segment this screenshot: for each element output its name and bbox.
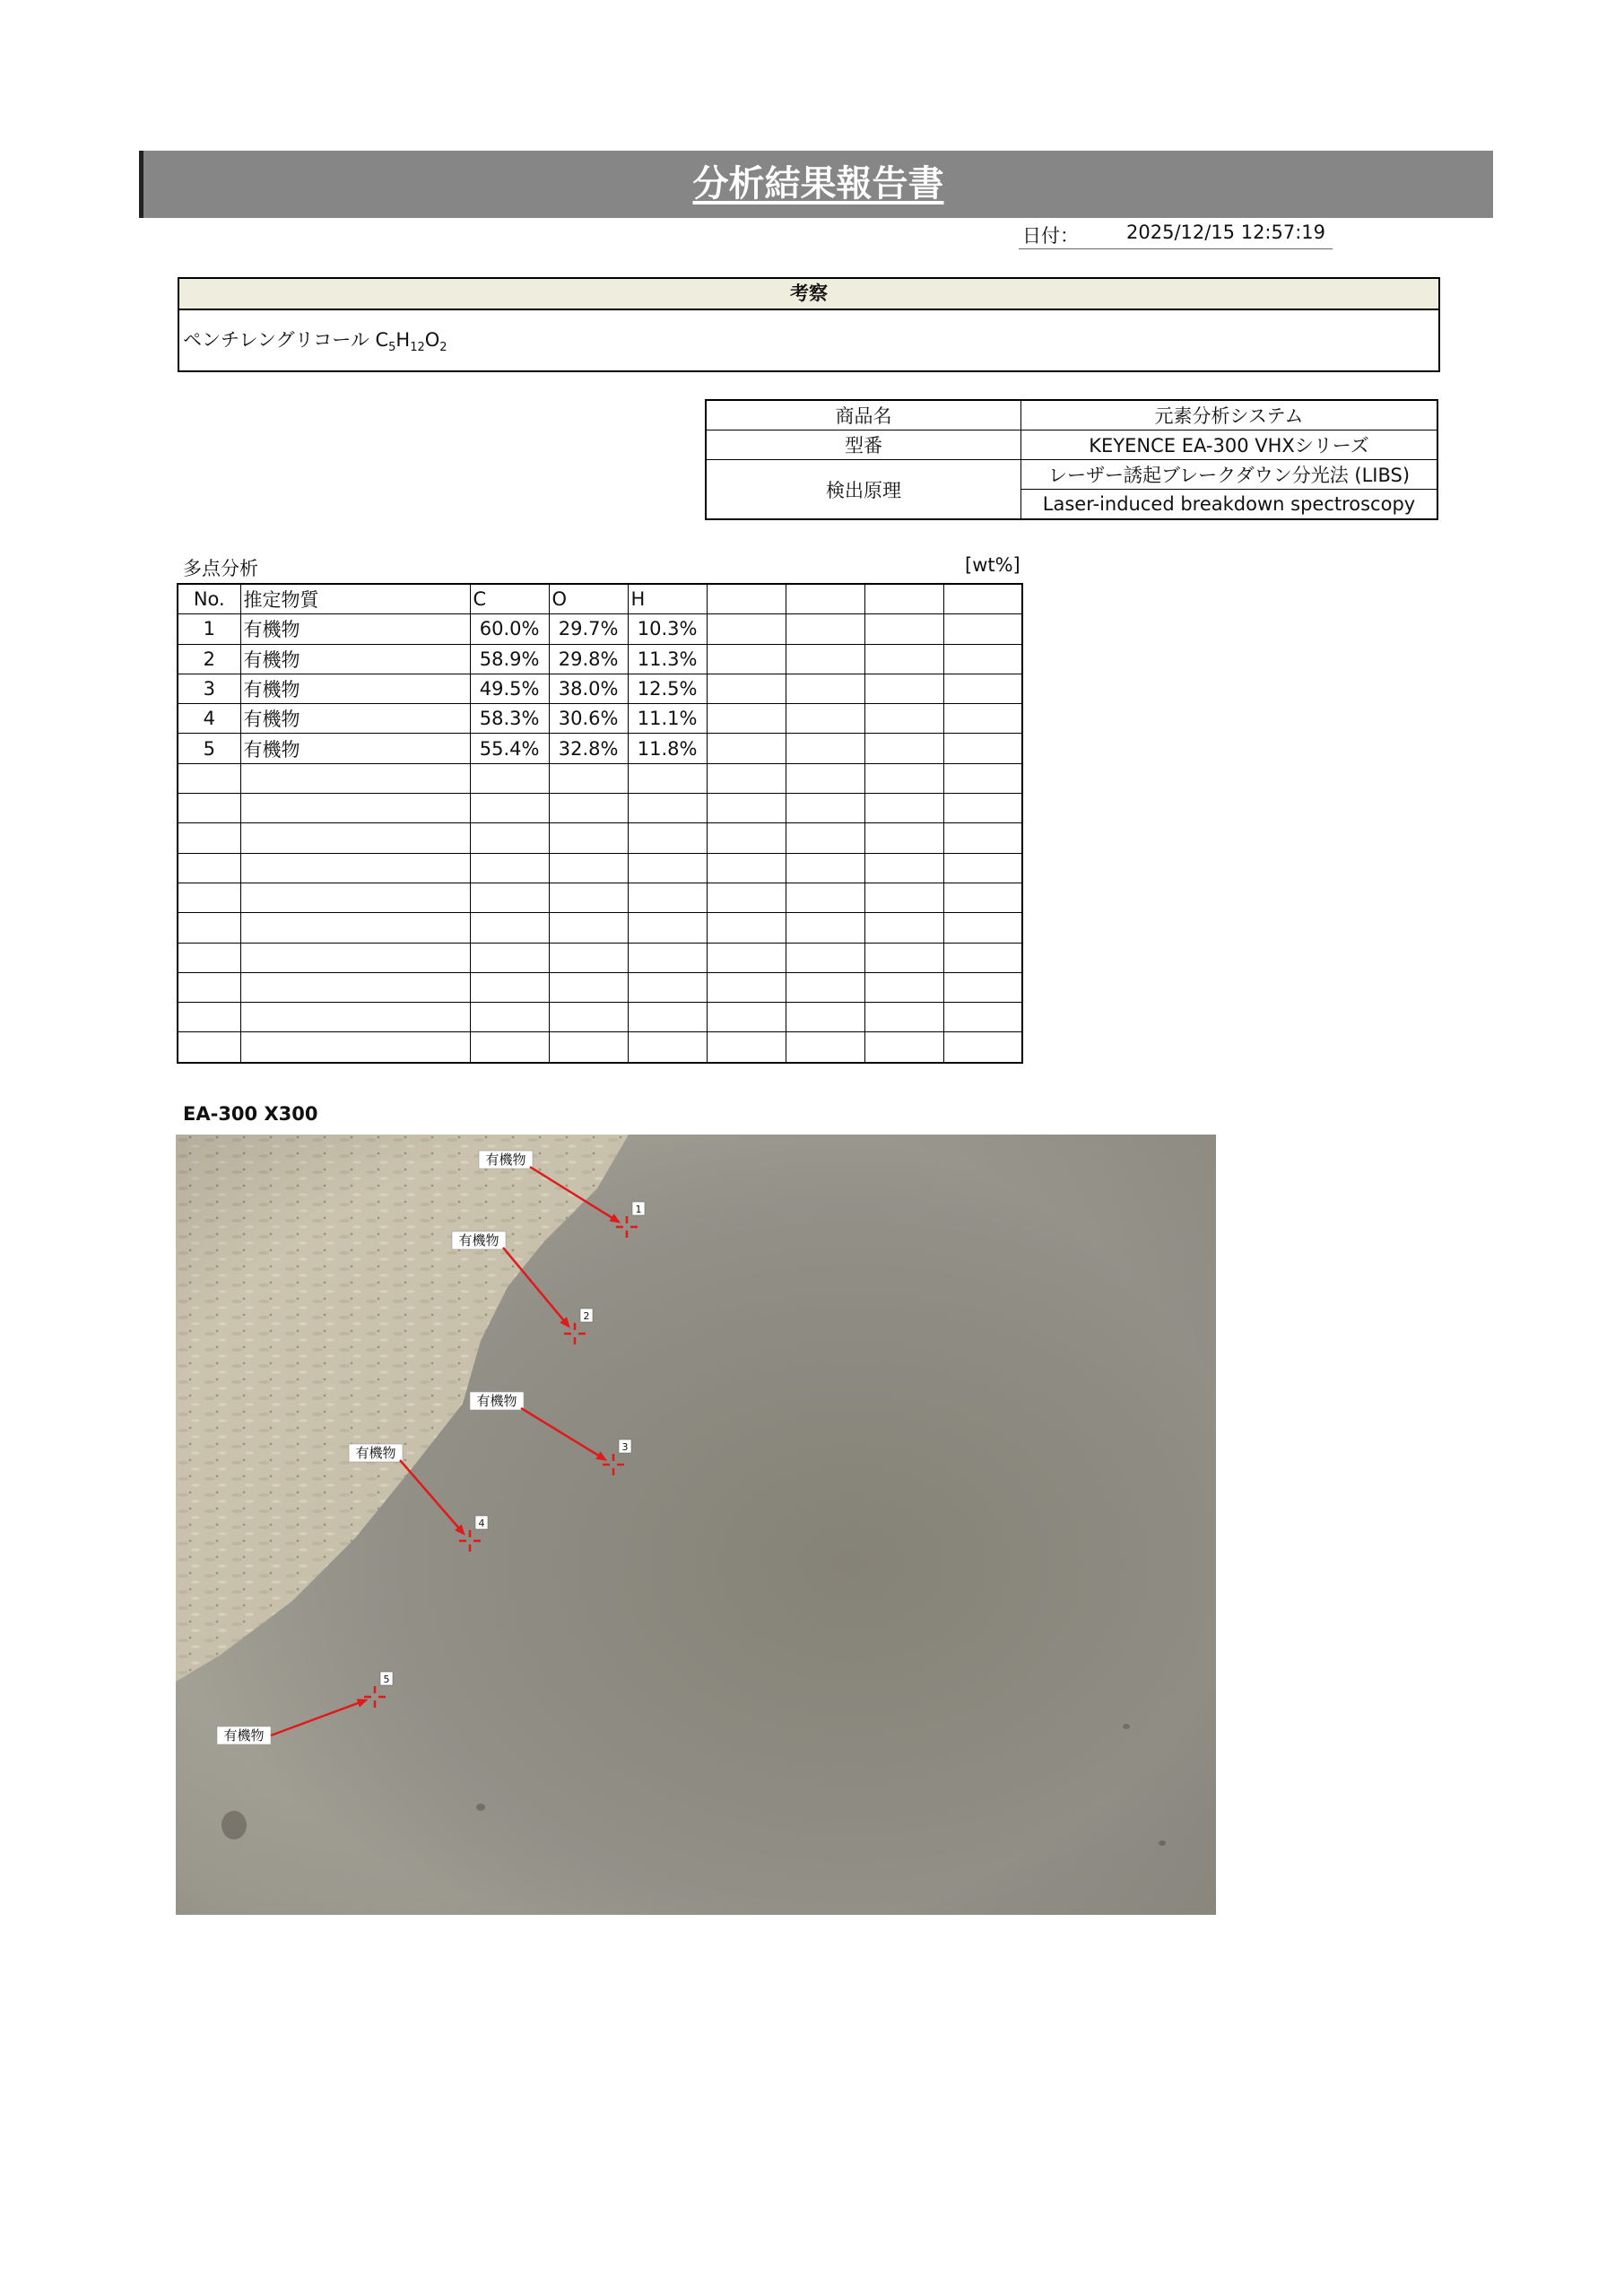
marker-label — [349, 1444, 403, 1462]
empty-cell — [549, 1003, 628, 1032]
multi-point-label: 多点分析 — [183, 558, 258, 579]
table-row — [178, 614, 1022, 644]
empty-cell — [240, 763, 470, 793]
empty-cell — [707, 614, 786, 644]
empty-cell — [707, 943, 786, 972]
empty-cell — [707, 823, 786, 853]
empty-cell — [943, 734, 1022, 763]
empty-cell — [786, 734, 864, 763]
svg-text:有機物: 有機物 — [223, 1727, 265, 1744]
empty-cell — [786, 853, 864, 883]
empty-cell — [707, 674, 786, 703]
empty-cell — [178, 794, 240, 823]
empty-cell — [549, 794, 628, 823]
empty-cell — [470, 883, 549, 912]
value-cell: 10.3% — [628, 614, 707, 644]
empty-cell — [549, 972, 628, 1002]
empty-cell — [943, 794, 1022, 823]
empty-cell — [943, 674, 1022, 703]
row-number: 3 — [178, 674, 240, 703]
empty-cell — [864, 823, 943, 853]
empty-cell — [864, 644, 943, 674]
image-label: EA-300 X300 — [183, 1103, 318, 1125]
compound-name: ペンチレングリコール C — [183, 329, 389, 351]
header-cell: H — [628, 584, 707, 614]
empty-cell — [943, 823, 1022, 853]
empty-cell — [240, 943, 470, 972]
empty-cell — [864, 704, 943, 734]
empty-cell — [470, 794, 549, 823]
empty-row — [178, 883, 1022, 912]
empty-row — [178, 853, 1022, 883]
empty-cell — [549, 943, 628, 972]
empty-row — [178, 943, 1022, 972]
value-cell: 32.8% — [549, 734, 628, 763]
empty-row — [178, 1003, 1022, 1032]
empty-cell — [470, 1003, 549, 1032]
value-cell: 11.3% — [628, 644, 707, 674]
empty-cell — [786, 972, 864, 1002]
value-cell: 55.4% — [470, 734, 549, 763]
empty-cell — [786, 1003, 864, 1032]
empty-cell — [786, 763, 864, 793]
marker-number — [632, 1202, 645, 1215]
empty-cell — [178, 943, 240, 972]
empty-cell — [943, 1032, 1022, 1063]
row-number: 2 — [178, 644, 240, 674]
empty-cell — [786, 823, 864, 853]
empty-cell — [628, 972, 707, 1002]
svg-text:有機物: 有機物 — [355, 1445, 396, 1461]
empty-cell — [707, 913, 786, 943]
empty-cell — [470, 763, 549, 793]
date-value: 2025/12/15 12:57:19 — [1126, 222, 1326, 243]
empty-cell — [240, 1032, 470, 1063]
model-label: 型番 — [706, 430, 1021, 460]
consideration-text — [183, 326, 447, 354]
empty-cell — [786, 794, 864, 823]
empty-cell — [628, 913, 707, 943]
principle-row — [706, 460, 1437, 490]
empty-row — [178, 794, 1022, 823]
empty-cell — [943, 972, 1022, 1002]
empty-cell — [864, 763, 943, 793]
principle-value-en: Laser-induced breakdown spectroscopy — [1021, 490, 1438, 520]
product-name-label: 商品名 — [706, 400, 1021, 430]
empty-cell — [470, 1032, 549, 1063]
empty-cell — [178, 883, 240, 912]
empty-cell — [470, 913, 549, 943]
value-cell: 29.7% — [549, 614, 628, 644]
empty-cell — [470, 972, 549, 1002]
empty-cell — [943, 763, 1022, 793]
date-label: 日付： — [1022, 225, 1079, 247]
empty-cell — [178, 913, 240, 943]
empty-cell — [864, 943, 943, 972]
empty-cell — [707, 704, 786, 734]
svg-text:3: 3 — [621, 1441, 629, 1453]
value-cell: 58.9% — [470, 644, 549, 674]
empty-cell — [628, 794, 707, 823]
empty-cell — [943, 883, 1022, 912]
svg-text:2: 2 — [583, 1310, 590, 1322]
row-number: 1 — [178, 614, 240, 644]
value-cell: 12.5% — [628, 674, 707, 703]
empty-cell — [943, 614, 1022, 644]
empty-cell — [178, 972, 240, 1002]
svg-text:有機物: 有機物 — [485, 1152, 526, 1168]
value-cell: 38.0% — [549, 674, 628, 703]
empty-cell — [178, 853, 240, 883]
empty-row — [178, 1032, 1022, 1063]
empty-cell — [943, 943, 1022, 972]
empty-cell — [628, 1032, 707, 1063]
formula-mid-1: H — [395, 329, 411, 351]
empty-cell — [943, 913, 1022, 943]
empty-cell — [864, 1032, 943, 1063]
empty-cell — [707, 644, 786, 674]
empty-cell — [240, 853, 470, 883]
empty-cell — [864, 794, 943, 823]
marker-number — [380, 1672, 393, 1685]
empty-cell — [178, 1032, 240, 1063]
header-cell — [707, 584, 786, 614]
empty-cell — [628, 853, 707, 883]
value-cell: 49.5% — [470, 674, 549, 703]
empty-cell — [864, 734, 943, 763]
row-number: 5 — [178, 734, 240, 763]
empty-cell — [178, 1003, 240, 1032]
empty-cell — [240, 972, 470, 1002]
empty-cell — [240, 913, 470, 943]
empty-cell — [786, 614, 864, 644]
empty-cell — [628, 823, 707, 853]
empty-cell — [707, 1003, 786, 1032]
principle-label: 検出原理 — [706, 460, 1021, 520]
empty-cell — [549, 763, 628, 793]
value-cell: 58.3% — [470, 704, 549, 734]
empty-cell — [786, 943, 864, 972]
empty-cell — [707, 883, 786, 912]
report-title: 分析結果報告書 — [692, 163, 944, 204]
marker-number — [619, 1439, 631, 1453]
empty-row — [178, 763, 1022, 793]
empty-cell — [786, 644, 864, 674]
date-block — [1019, 218, 1333, 249]
empty-cell — [786, 883, 864, 912]
empty-cell — [864, 853, 943, 883]
empty-row — [178, 913, 1022, 943]
empty-cell — [943, 644, 1022, 674]
marker-label — [452, 1231, 506, 1249]
empty-cell — [470, 943, 549, 972]
empty-cell — [707, 853, 786, 883]
table-row — [178, 734, 1022, 763]
analysis-table — [177, 583, 1023, 1064]
empty-cell — [628, 943, 707, 972]
empty-cell — [549, 883, 628, 912]
empty-cell — [628, 883, 707, 912]
product-name-row — [706, 400, 1437, 430]
formula-sub-3: 2 — [439, 341, 447, 355]
svg-text:5: 5 — [383, 1674, 390, 1685]
empty-cell — [628, 763, 707, 793]
empty-cell — [943, 1003, 1022, 1032]
empty-cell — [549, 853, 628, 883]
value-cell: 11.8% — [628, 734, 707, 763]
table-row — [178, 674, 1022, 703]
consideration-box — [178, 277, 1440, 372]
empty-cell — [707, 1032, 786, 1063]
value-cell: 30.6% — [549, 704, 628, 734]
empty-cell — [470, 853, 549, 883]
marker-number — [475, 1516, 488, 1529]
header-row — [178, 584, 1022, 614]
microscope-image — [176, 1135, 1216, 1915]
empty-cell — [707, 763, 786, 793]
empty-row — [178, 823, 1022, 853]
empty-cell — [864, 674, 943, 703]
unit-label: [wt%] — [965, 554, 1020, 576]
row-number: 4 — [178, 704, 240, 734]
model-value: KEYENCE EA-300 VHXシリーズ — [1021, 430, 1438, 460]
empty-cell — [549, 913, 628, 943]
empty-row — [178, 972, 1022, 1002]
product-name-value: 元素分析システム — [1021, 400, 1438, 430]
value-cell: 60.0% — [470, 614, 549, 644]
empty-cell — [707, 734, 786, 763]
empty-cell — [707, 972, 786, 1002]
value-cell: 11.1% — [628, 704, 707, 734]
principle-value-ja: レーザー誘起ブレークダウン分光法 (LIBS) — [1021, 460, 1438, 490]
header-cell — [786, 584, 864, 614]
empty-cell — [240, 823, 470, 853]
header-cell: C — [470, 584, 549, 614]
header-cell: 推定物質 — [240, 584, 470, 614]
header-cell — [943, 584, 1022, 614]
svg-text:4: 4 — [478, 1518, 485, 1529]
empty-cell — [786, 704, 864, 734]
marker-label — [217, 1726, 271, 1744]
empty-cell — [470, 823, 549, 853]
empty-cell — [786, 913, 864, 943]
value-cell: 29.8% — [549, 644, 628, 674]
empty-cell — [786, 674, 864, 703]
formula-mid-2: O — [424, 329, 440, 351]
product-info-table — [705, 399, 1438, 520]
marker-label — [479, 1151, 533, 1169]
title-bar — [139, 151, 1493, 218]
empty-cell — [178, 763, 240, 793]
empty-cell — [943, 853, 1022, 883]
empty-cell — [864, 1003, 943, 1032]
empty-cell — [943, 704, 1022, 734]
empty-cell — [864, 972, 943, 1002]
substance-cell: 有機物 — [240, 704, 470, 734]
empty-cell — [549, 1032, 628, 1063]
formula-sub-2: 12 — [410, 341, 425, 355]
header-cell — [864, 584, 943, 614]
formula-sub-1: 5 — [388, 341, 396, 355]
table-row — [178, 644, 1022, 674]
table-row — [178, 704, 1022, 734]
empty-cell — [864, 883, 943, 912]
empty-cell — [786, 1032, 864, 1063]
header-cell: No. — [178, 584, 240, 614]
empty-cell — [864, 913, 943, 943]
empty-cell — [178, 823, 240, 853]
svg-text:1: 1 — [635, 1204, 642, 1215]
consideration-heading: 考察 — [179, 279, 1438, 310]
marker-number — [580, 1309, 593, 1322]
empty-cell — [240, 794, 470, 823]
substance-cell: 有機物 — [240, 644, 470, 674]
vignette — [176, 1135, 1216, 1915]
empty-cell — [707, 794, 786, 823]
empty-cell — [628, 1003, 707, 1032]
marker-label — [470, 1392, 524, 1410]
empty-cell — [240, 1003, 470, 1032]
header-cell: O — [549, 584, 628, 614]
substance-cell: 有機物 — [240, 614, 470, 644]
svg-text:有機物: 有機物 — [458, 1232, 499, 1248]
model-row — [706, 430, 1437, 460]
substance-cell: 有機物 — [240, 734, 470, 763]
svg-text:有機物: 有機物 — [476, 1393, 517, 1409]
empty-cell — [240, 883, 470, 912]
empty-cell — [549, 823, 628, 853]
substance-cell: 有機物 — [240, 674, 470, 703]
empty-cell — [864, 614, 943, 644]
